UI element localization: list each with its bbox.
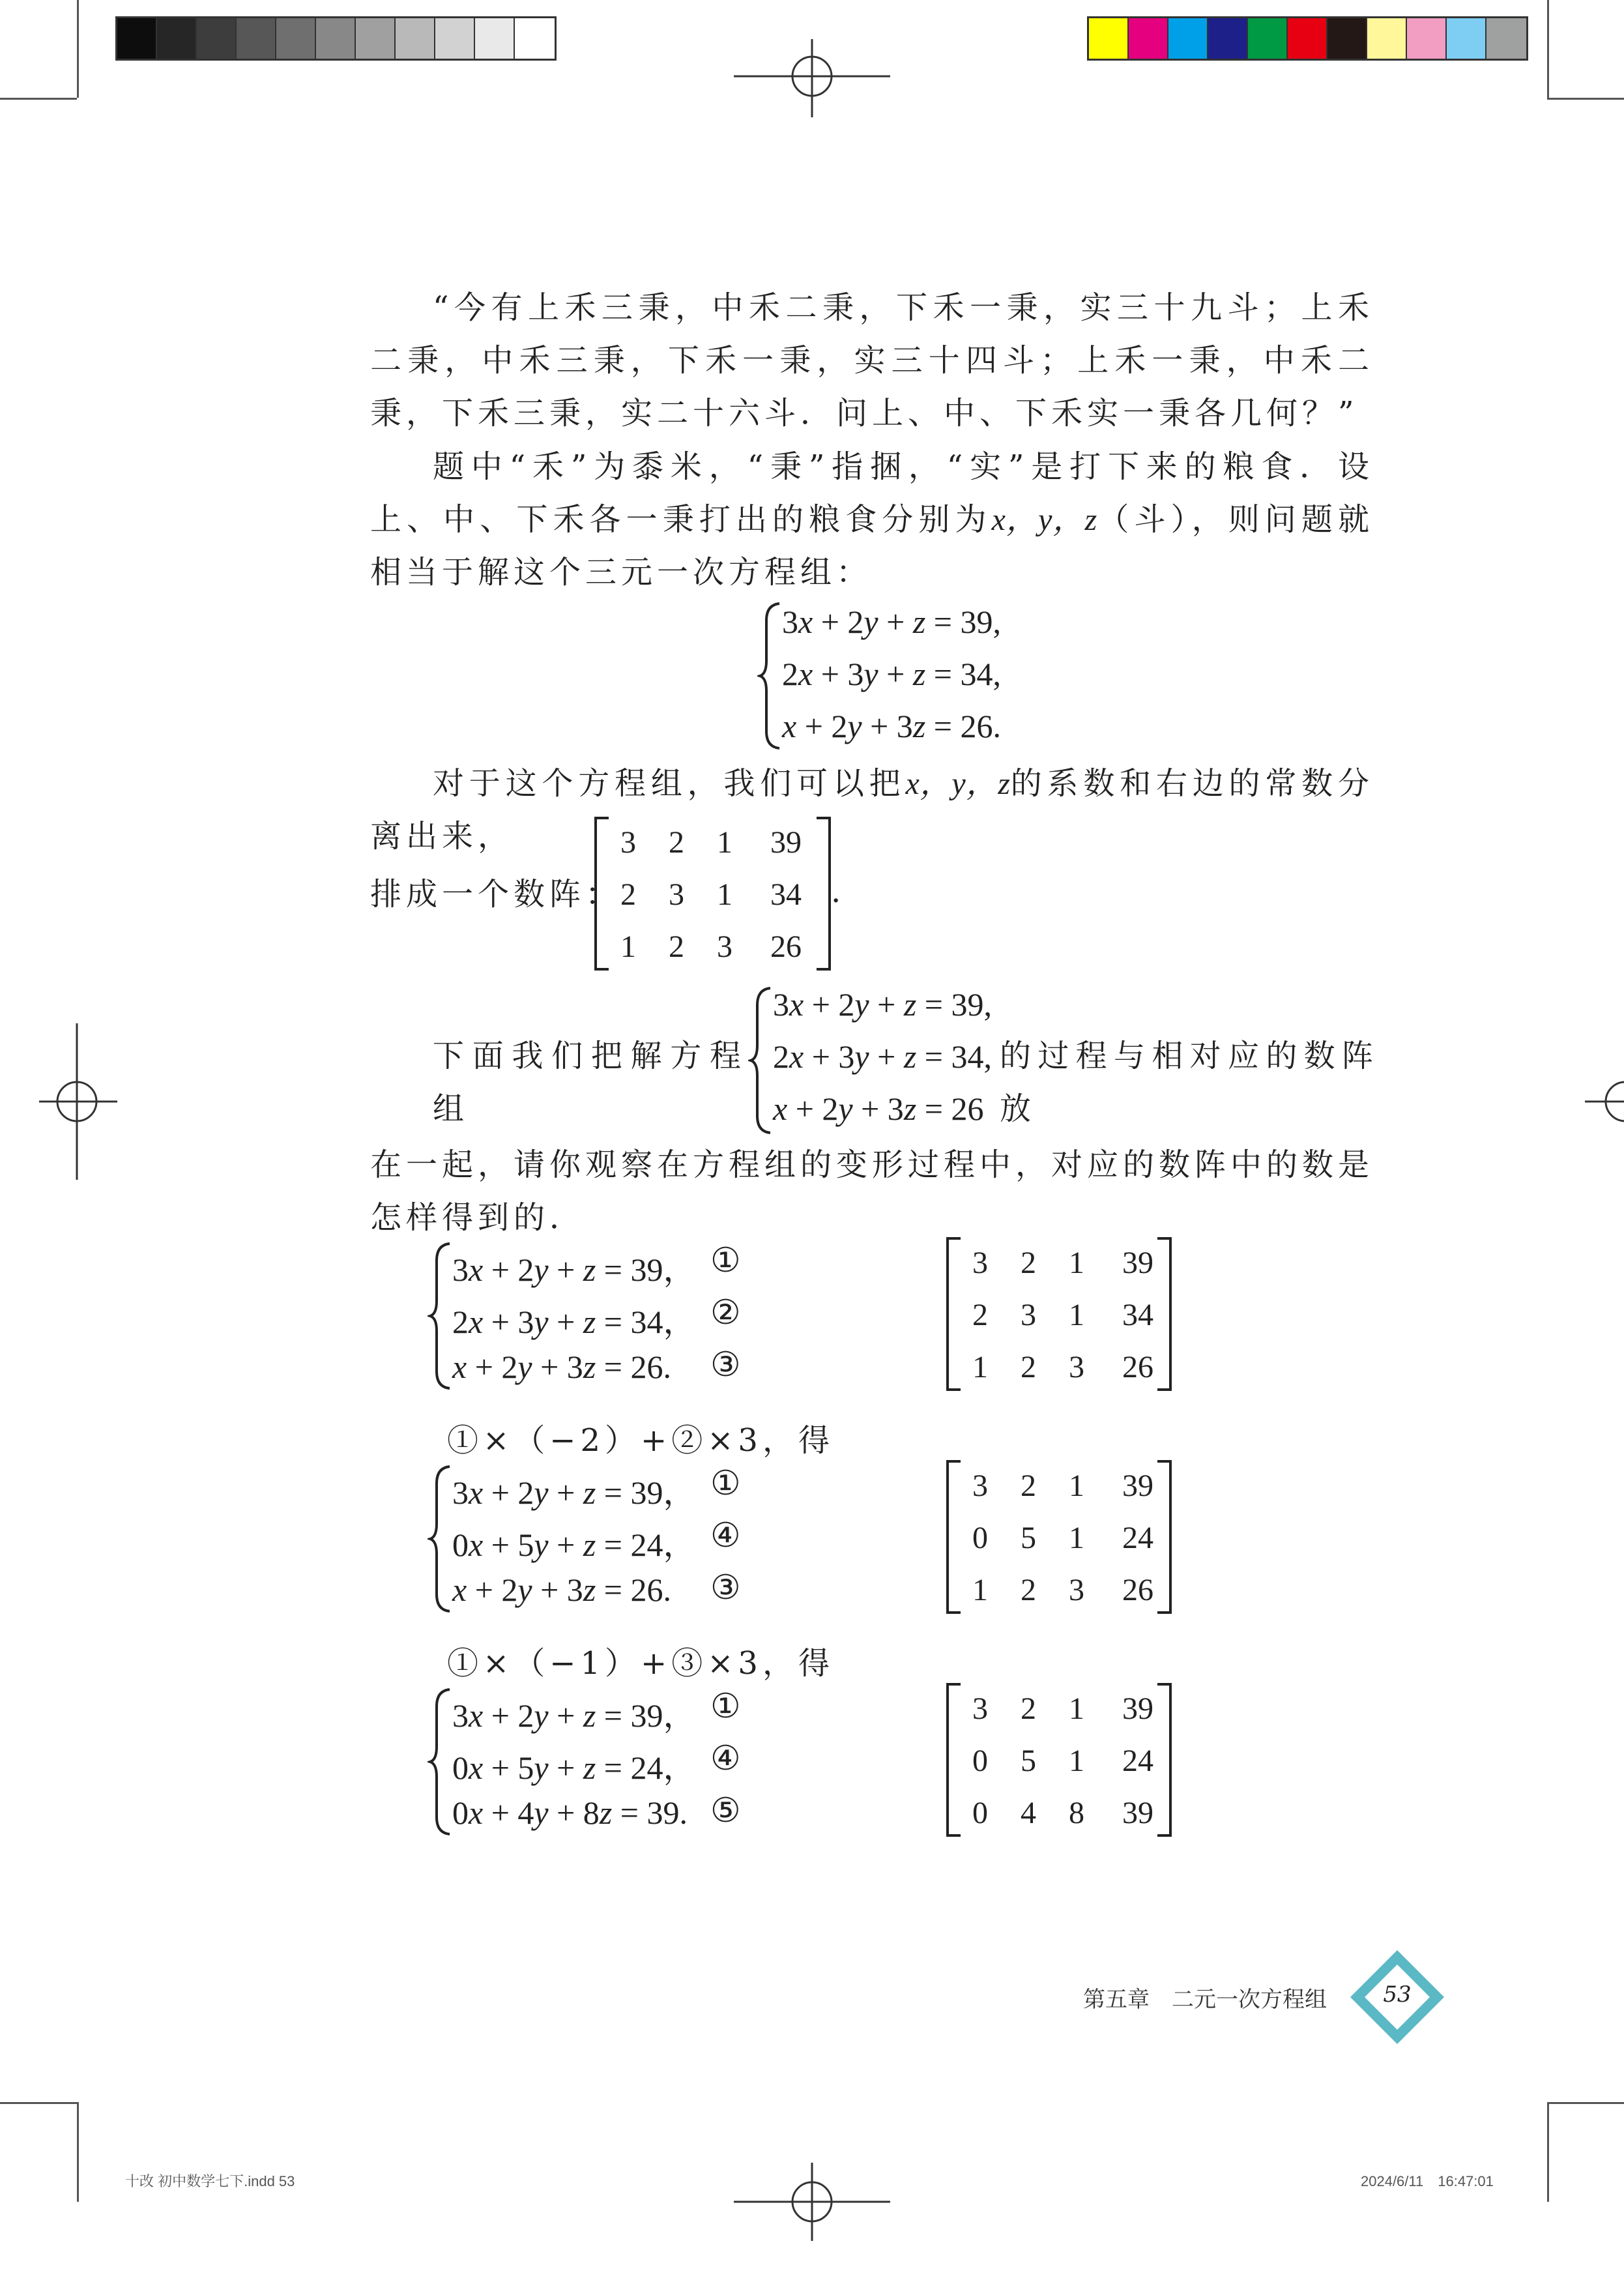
- paragraph-solve-c: 在一起，请你观察在方程组的变形过程中，对应的数阵中的数是怎样得到的．: [370, 1147, 1374, 1236]
- equation-number-mark: ①: [710, 1687, 741, 1726]
- color-swatch: [1327, 18, 1367, 59]
- matrix-cell: 2: [1021, 1350, 1036, 1384]
- block-3-equation: 0x + 4y + 8z = 39.: [452, 1794, 688, 1831]
- paragraph-solve-a: 下面我们把解方程组: [433, 1038, 746, 1127]
- paragraph-separate-b: 的系数和右边的常数分离出来，: [370, 765, 1374, 855]
- matrix-bracket-cap: [949, 1611, 961, 1614]
- matrix-cell: 3: [972, 1469, 988, 1503]
- color-swatch: [1407, 18, 1447, 59]
- color-swatch: [1168, 18, 1208, 59]
- matrix-cell: 1: [620, 929, 636, 964]
- equation-number-mark: ①: [710, 1464, 741, 1503]
- matrix-cell: 39: [1122, 1691, 1153, 1726]
- gray-swatch: [356, 18, 396, 59]
- matrix-bracket-cap: [597, 817, 609, 819]
- gray-swatch: [316, 18, 356, 59]
- variables-xyz: x，y，z: [991, 503, 1097, 537]
- registration-mark-bottom: [734, 2124, 890, 2280]
- matrix-cell: 1: [1069, 1469, 1084, 1503]
- gray-swatch: [117, 18, 157, 59]
- registration-mark-right: [1546, 1023, 1624, 1180]
- matrix-cell: 1: [717, 825, 732, 860]
- matrix-cell: 3: [972, 1246, 988, 1280]
- matrix-cell: 2: [1021, 1573, 1036, 1607]
- matrix-cell: 3: [972, 1691, 988, 1726]
- paragraph-setup: [370, 441, 1374, 599]
- matrix-cell: 1: [972, 1573, 988, 1607]
- matrix-cell: 8: [1069, 1796, 1084, 1830]
- paragraph-setup-b: （斗），则问题就相当于解这个三元一次方程组：: [370, 501, 1374, 591]
- matrix-cell: 2: [1021, 1246, 1036, 1280]
- arrange-label: 排成一个数阵：: [370, 876, 622, 913]
- crop-mark: [0, 2102, 77, 2104]
- matrix-cell: 1: [1069, 1298, 1084, 1332]
- block-3-equation: 3x + 2y + z = 39，: [452, 1697, 696, 1734]
- matrix-cell: 0: [972, 1521, 988, 1555]
- brace-block-1: [428, 1241, 454, 1391]
- matrix-cell: 3: [1069, 1350, 1084, 1384]
- matrix-bracket-cap: [1157, 1611, 1169, 1614]
- crop-mark: [77, 2102, 79, 2202]
- crop-mark: [1547, 98, 1624, 100]
- color-swatch: [1486, 18, 1526, 59]
- inline-equation-1: 3x + 2y + z = 39,: [773, 986, 992, 1023]
- matrix-cell: 2: [669, 929, 684, 964]
- color-swatch: [1447, 18, 1486, 59]
- registration-mark-left: [0, 1023, 156, 1180]
- color-swatch: [1367, 18, 1407, 59]
- main-equation-2: 2x + 3y + z = 34,: [782, 656, 1001, 692]
- print-timestamp: 2024/6/11 16:47:01: [1361, 2173, 1494, 2189]
- grayscale-bar: [115, 16, 557, 61]
- block-2-equation: x + 2y + 3z = 26.: [452, 1571, 671, 1608]
- gray-swatch: [396, 18, 435, 59]
- color-swatch: [1089, 18, 1129, 59]
- crop-mark: [1547, 2102, 1624, 2104]
- matrix-bracket-cap: [1157, 1460, 1169, 1463]
- block-1-equation: 2x + 3y + z = 34，: [452, 1304, 696, 1340]
- step-1-label: ①×（−2）+②×3，得: [447, 1422, 834, 1459]
- block-1-equation: 3x + 2y + z = 39，: [452, 1251, 696, 1288]
- gray-swatch: [515, 18, 555, 59]
- matrix-cell: 1: [1069, 1521, 1084, 1555]
- matrix-block-1: [946, 1237, 1172, 1391]
- variables-xyz-2: x，y，z: [905, 767, 1010, 801]
- chapter-title: 第五章 二元一次方程组: [1083, 1987, 1327, 2013]
- matrix-cell: 1: [717, 877, 732, 912]
- matrix-cell: 4: [1021, 1796, 1036, 1830]
- matrix-cell: 1: [1069, 1691, 1084, 1726]
- paragraph-separate-a: 对于这个方程组，我们可以把: [433, 765, 906, 802]
- crop-mark: [1547, 2102, 1549, 2202]
- page-number: 53: [1383, 1981, 1412, 2008]
- gray-swatch: [157, 18, 197, 59]
- matrix-cell: 3: [717, 929, 732, 964]
- matrix-cell: 1: [1069, 1744, 1084, 1778]
- matrix-main: [594, 817, 831, 971]
- gray-swatch: [276, 18, 316, 59]
- matrix-bracket-cap: [597, 968, 609, 971]
- matrix-cell: 5: [1021, 1744, 1036, 1778]
- main-equation-1: 3x + 2y + z = 39,: [782, 604, 1001, 640]
- step-2-label: ①×（−1）+③×3，得: [447, 1645, 834, 1682]
- brace-main-system: [757, 601, 783, 751]
- matrix-cell: 26: [1122, 1573, 1153, 1607]
- brace-block-3: [428, 1687, 454, 1837]
- equation-number-mark: ③: [710, 1568, 741, 1607]
- matrix-cell: 24: [1122, 1521, 1153, 1555]
- color-swatch: [1288, 18, 1327, 59]
- block-1-equation: x + 2y + 3z = 26.: [452, 1349, 671, 1385]
- matrix-cell: 3: [620, 825, 636, 860]
- matrix-bracket-cap: [949, 1683, 961, 1686]
- gray-swatch: [197, 18, 237, 59]
- paragraph-problem: “今有上禾三秉，中禾二秉，下禾一秉，实三十九斗；上禾二秉，中禾三秉，下禾一秉，实三十四斗；上禾一秉，中禾二秉，下禾三秉，实二十六斗．问上、中、下禾实一秉各几何？”: [370, 289, 1374, 431]
- paragraph-separate: [370, 757, 1374, 863]
- gray-swatch: [435, 18, 475, 59]
- matrix-cell: 1: [972, 1350, 988, 1384]
- matrix-bracket-cap: [817, 817, 828, 819]
- matrix-cell: 26: [770, 929, 802, 964]
- gray-swatch: [475, 18, 515, 59]
- equation-number-mark: ①: [710, 1241, 741, 1280]
- file-info: 十改 初中数学七下.indd 53: [125, 2173, 295, 2189]
- matrix-cell: 34: [770, 877, 802, 912]
- matrix-cell: 34: [1122, 1298, 1153, 1332]
- registration-mark-top: [734, 0, 890, 156]
- matrix-cell: 3: [1021, 1298, 1036, 1332]
- inline-equation-2: 2x + 3y + z = 34,: [773, 1038, 992, 1075]
- matrix-cell: 26: [1122, 1350, 1153, 1384]
- matrix-cell: 0: [972, 1796, 988, 1830]
- main-equation-3: x + 2y + 3z = 26.: [782, 708, 1001, 744]
- matrix-bracket-cap: [1157, 1834, 1169, 1837]
- paragraph-setup-a: 题中“禾”为黍米，“秉”指捆，“实”是打下来的粮食．设上、中、下禾各一秉打出的粮食分别为: [370, 448, 1374, 538]
- matrix-cell: 2: [1021, 1691, 1036, 1726]
- color-swatch: [1208, 18, 1248, 59]
- matrix-cell: 3: [669, 877, 684, 912]
- matrix-cell: 2: [669, 825, 684, 860]
- equation-number-mark: ④: [710, 1516, 741, 1555]
- block-2-equation: 0x + 5y + z = 24，: [452, 1527, 696, 1563]
- equation-number-mark: ⑤: [710, 1791, 741, 1830]
- color-swatch: [1129, 18, 1168, 59]
- matrix-cell: 2: [1021, 1469, 1036, 1503]
- block-2-equation: 3x + 2y + z = 39，: [452, 1474, 696, 1511]
- color-swatch: [1248, 18, 1288, 59]
- equation-number-mark: ③: [710, 1345, 741, 1384]
- matrix-bracket-cap: [1157, 1388, 1169, 1391]
- matrix-cell: 24: [1122, 1744, 1153, 1778]
- inline-equation-3: x + 2y + 3z = 26: [773, 1090, 984, 1127]
- matrix-bracket-cap: [1157, 1237, 1169, 1240]
- matrix-bracket-cap: [949, 1834, 961, 1837]
- brace-inline-system: [748, 986, 774, 1135]
- matrix-cell: 5: [1021, 1521, 1036, 1555]
- matrix-bracket-cap: [949, 1460, 961, 1463]
- matrix-cell: 3: [1069, 1573, 1084, 1607]
- equation-number-mark: ②: [710, 1293, 741, 1332]
- matrix-cell: 1: [1069, 1246, 1084, 1280]
- matrix-cell: 2: [620, 877, 636, 912]
- paragraph-solve-b: 的过程与相对应的数阵放: [1000, 1038, 1378, 1127]
- matrix-bracket-cap: [949, 1237, 961, 1240]
- period-after-matrix: .: [831, 873, 841, 910]
- gray-swatch: [237, 18, 276, 59]
- matrix-cell: 39: [770, 825, 802, 860]
- matrix-cell: 39: [1122, 1246, 1153, 1280]
- crop-mark: [77, 0, 79, 98]
- equation-number-mark: ④: [710, 1739, 741, 1778]
- crop-mark: [0, 98, 77, 100]
- matrix-cell: 0: [972, 1744, 988, 1778]
- matrix-cell: 39: [1122, 1796, 1153, 1830]
- color-bar: [1087, 16, 1528, 61]
- matrix-bracket-cap: [817, 968, 828, 971]
- brace-block-2: [428, 1464, 454, 1614]
- matrix-cell: 2: [972, 1298, 988, 1332]
- matrix-block-3: [946, 1683, 1172, 1837]
- block-3-equation: 0x + 5y + z = 24，: [452, 1749, 696, 1786]
- crop-mark: [1547, 0, 1549, 98]
- matrix-bracket-cap: [949, 1388, 961, 1391]
- matrix-cell: 39: [1122, 1469, 1153, 1503]
- matrix-block-2: [946, 1460, 1172, 1614]
- matrix-bracket-cap: [1157, 1683, 1169, 1686]
